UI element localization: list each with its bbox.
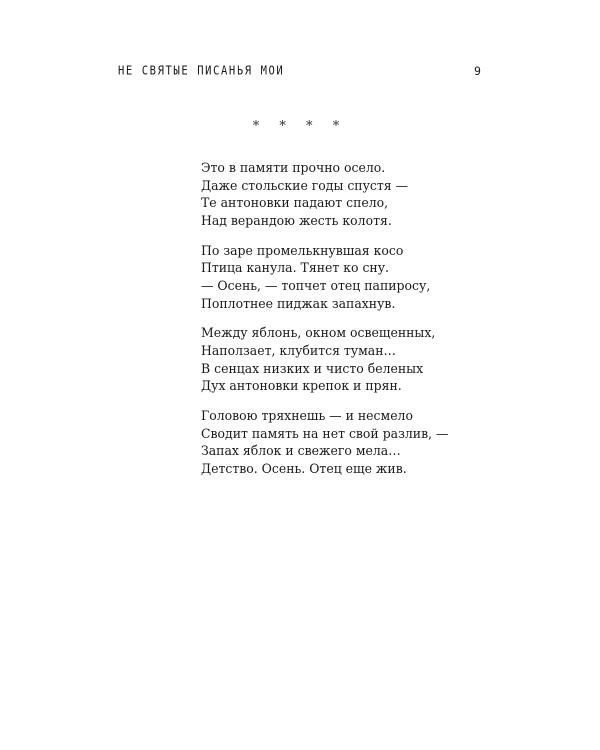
poem-line: Сводит память на нет свой разлив, — xyxy=(201,426,449,442)
stanza-1 xyxy=(201,160,467,231)
poem-line: Между яблонь, окном освещенных, xyxy=(201,326,436,342)
poem-line: В сенцах низких и чисто беленых xyxy=(201,361,424,377)
stanza-2 xyxy=(201,243,467,314)
poem-line: Запах яблок и свежего мела… xyxy=(201,444,401,460)
poem-line: Даже стольские годы спустя — xyxy=(201,178,409,194)
poem-line: По заре промелькнувшая косо xyxy=(201,243,404,259)
poem-line: Детство. Осень. Отец еще жив. xyxy=(201,461,407,477)
poem-line: Поплотнее пиджак запахнув. xyxy=(201,296,396,312)
stanza-4 xyxy=(201,408,467,479)
poem-line: Головою тряхнешь — и несмело xyxy=(201,408,413,424)
section-separator: * * * * xyxy=(252,119,348,134)
stanza-3 xyxy=(201,325,467,396)
poem-body xyxy=(201,160,467,479)
poem-line: — Осень, — топчет отец папиросу, xyxy=(201,279,431,295)
poem-line: Птица канула. Тянет ко сну. xyxy=(201,261,390,277)
poem-line: Это в памяти прочно осело. xyxy=(201,161,386,176)
poem-line: Дух антоновки крепок и прян. xyxy=(201,379,402,395)
running-head: НЕ СВЯТЫЕ ПИСАНЬЯ МОИ xyxy=(118,64,285,79)
poem-line: Те антоновки падают спело, xyxy=(201,196,389,212)
poem-line: Над верандою жесть колотя. xyxy=(201,214,392,230)
page-number: 9 xyxy=(474,64,481,78)
poem-line: Наползает, клубится туман… xyxy=(201,343,396,359)
